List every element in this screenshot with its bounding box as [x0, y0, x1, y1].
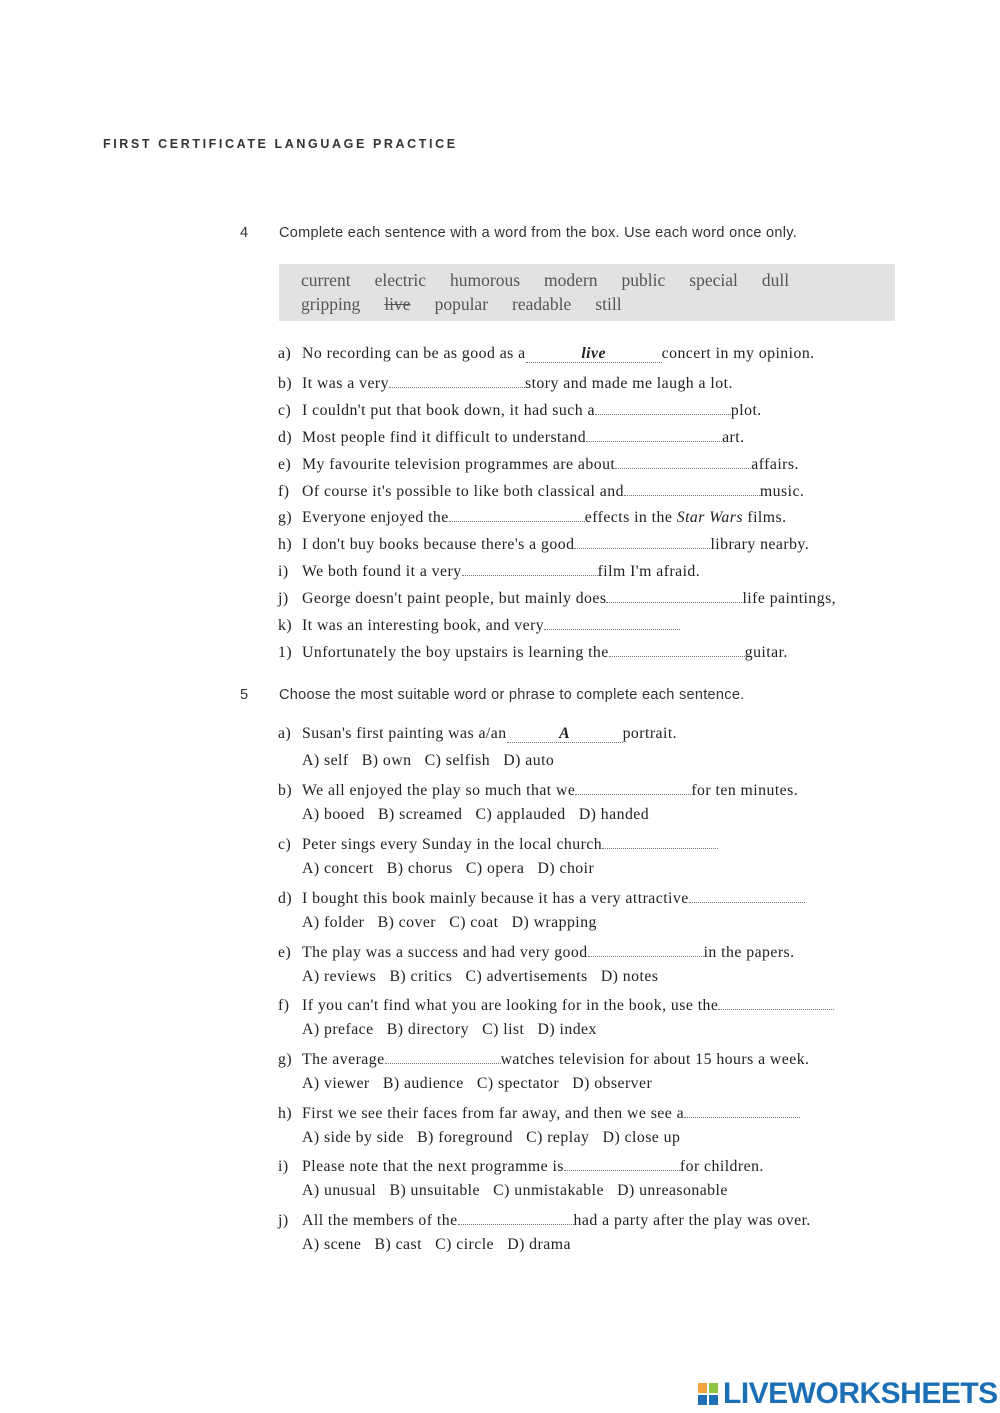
sentence-text-after: portrait. — [622, 725, 678, 742]
exercise-4-heading — [240, 225, 940, 241]
sentence-text-after: story and made me laugh a lot. — [525, 375, 733, 392]
answer-blank[interactable] — [586, 425, 722, 442]
item-label: h) — [278, 1105, 293, 1122]
sentence-text-before: My favourite television programmes are about — [302, 456, 616, 473]
sentence-text-before: Most people find it difficult to understand — [302, 429, 587, 446]
sentence-text-after: life paintings, — [742, 590, 837, 607]
exercise-instruction: Complete each sentence with a word from the box. Use each word once only. — [279, 225, 798, 241]
box-word: still — [595, 294, 622, 314]
item-label: e) — [278, 944, 292, 961]
ex4-sentence — [278, 425, 958, 448]
sentence-text-before: Unfortunately the boy upstairs is learning the — [302, 644, 609, 661]
ex5-sentence — [278, 1101, 958, 1124]
answer-options: A) reviews B) critics C) advertisements D) notes — [302, 968, 659, 985]
answer-options: A) self B) own C) selfish D) auto — [302, 752, 555, 769]
sentence-text-before: I bought this book mainly because it has a very attractive — [302, 890, 689, 907]
box-word: live — [384, 294, 411, 314]
item-label: i) — [278, 563, 289, 580]
exercise-number: 4 — [240, 225, 249, 241]
sentence-text-after: in the papers. — [703, 944, 795, 961]
item-label: h) — [278, 536, 293, 553]
sentence-text-before: Peter sings every Sunday in the local church — [302, 836, 603, 853]
answer-blank[interactable] — [689, 886, 805, 903]
item-label: d) — [278, 890, 293, 907]
sentence-text-before: We both found it a very — [302, 563, 462, 580]
answer-blank[interactable] — [458, 1208, 574, 1225]
answer-blank[interactable] — [609, 640, 745, 657]
exercise-number: 5 — [240, 687, 249, 703]
answer-blank[interactable] — [449, 505, 585, 522]
ex5-sentence — [278, 832, 958, 855]
sentence-text-before: Everyone enjoyed the — [302, 509, 449, 526]
item-label: 1) — [278, 644, 293, 661]
ex5-sentence — [278, 1154, 958, 1177]
liveworksheets-logo — [697, 1378, 998, 1410]
sentence-text-before: The play was a success and had very good — [302, 944, 588, 961]
item-label: d) — [278, 429, 293, 446]
logo-text: LIVEWORKSHEETS — [723, 1377, 998, 1410]
answer-options: A) concert B) chorus C) opera D) choir — [302, 860, 595, 877]
ex5-sentence — [278, 940, 958, 963]
sentence-text-before: First we see their faces from far away, and then we see a — [302, 1105, 685, 1122]
answer-blank[interactable]: live — [526, 346, 662, 363]
sentence-text-after: affairs. — [751, 456, 799, 473]
answer-options: A) side by side B) foreground C) replay D) close up — [302, 1129, 681, 1146]
answer-blank[interactable] — [574, 532, 710, 549]
sentence-text-after: effects in the Star Wars films. — [584, 509, 787, 526]
exercise-instruction: Choose the most suitable word or phrase to complete each sentence. — [279, 687, 745, 703]
sentence-text-after: guitar. — [744, 644, 788, 661]
box-word: current — [301, 270, 351, 290]
answer-options: A) preface B) directory C) list D) index — [302, 1021, 597, 1038]
item-label: f) — [278, 483, 290, 500]
answer-blank[interactable] — [564, 1154, 680, 1171]
item-label: g) — [278, 509, 293, 526]
sentence-text-after: concert in my opinion. — [661, 345, 815, 362]
item-label: f) — [278, 997, 290, 1014]
sentence-text-after: music. — [759, 483, 805, 500]
answer-blank[interactable] — [615, 452, 751, 469]
item-label: b) — [278, 375, 293, 392]
box-word: humorous — [450, 270, 521, 290]
ex4-sentence — [278, 344, 958, 364]
sentence-text-after: film I'm afraid. — [597, 563, 701, 580]
sentence-text-after: had a party after the play was over. — [573, 1212, 811, 1229]
box-word: dull — [761, 270, 790, 290]
item-label: g) — [278, 1051, 293, 1068]
ex4-sentence — [278, 479, 958, 502]
answer-blank[interactable] — [684, 1101, 800, 1118]
ex4-sentence — [278, 586, 958, 609]
page-header: FIRST CERTIFICATE LANGUAGE PRACTICE — [103, 137, 458, 151]
sentence-text-before: It was an interesting book, and very — [302, 617, 545, 634]
box-word: gripping — [301, 294, 361, 314]
ex4-sentence — [278, 371, 958, 394]
word-box-row-1 — [301, 268, 895, 292]
answer-blank[interactable] — [385, 1047, 501, 1064]
sentence-text-after: watches television for about 15 hours a week. — [500, 1051, 810, 1068]
ex5-sentence — [278, 1047, 958, 1070]
answer-options: A) unusual B) unsuitable C) unmistakable D) unreasonable — [302, 1182, 728, 1199]
ex5-sentence — [278, 886, 958, 909]
box-word: popular — [434, 294, 489, 314]
sentence-text-before: All the members of the — [302, 1212, 458, 1229]
box-word: special — [689, 270, 738, 290]
sentence-text-before: It was a very — [302, 375, 389, 392]
answer-blank[interactable] — [389, 371, 525, 388]
word-box — [279, 264, 895, 321]
box-word: modern — [544, 270, 598, 290]
sentence-text-before: George doesn't paint people, but mainly does — [302, 590, 607, 607]
answer-options: A) booed B) screamed C) applauded D) handed — [302, 806, 650, 823]
ex4-sentence — [278, 532, 958, 555]
answer-blank[interactable] — [602, 832, 718, 849]
sentence-text-before: No recording can be as good as a — [302, 345, 526, 362]
ex5-sentence — [278, 993, 958, 1016]
answer-blank[interactable] — [606, 586, 742, 603]
sentence-text-after: art. — [722, 429, 745, 446]
answer-options: A) viewer B) audience C) spectator D) observer — [302, 1075, 653, 1092]
ex4-sentence — [278, 559, 958, 582]
answer-blank[interactable] — [544, 613, 680, 630]
sentence-text-before: Susan's first painting was a/an — [302, 725, 507, 742]
sentence-text-before: We all enjoyed the play so much that we — [302, 782, 576, 799]
item-label: i) — [278, 1158, 289, 1175]
answer-blank[interactable] — [718, 993, 834, 1010]
item-label: b) — [278, 782, 293, 799]
ex5-sentence — [278, 724, 958, 744]
exercise-5-heading — [240, 687, 940, 703]
answer-blank[interactable] — [462, 559, 598, 576]
ex4-sentence — [278, 505, 958, 528]
item-label: c) — [278, 836, 292, 853]
sentence-text-before: If you can't find what you are looking for in the book, use the — [302, 997, 719, 1014]
box-word: public — [621, 270, 666, 290]
ex4-sentence — [278, 613, 958, 636]
box-word: readable — [512, 294, 572, 314]
item-label: e) — [278, 456, 292, 473]
sentence-text-before: Of course it's possible to like both classical and — [302, 483, 624, 500]
sentence-text-before: Please note that the next programme is — [302, 1158, 564, 1175]
ex5-sentence — [278, 778, 958, 801]
answer-options: A) scene B) cast C) circle D) drama — [302, 1236, 571, 1253]
answer-options: A) folder B) cover C) coat D) wrapping — [302, 914, 597, 931]
answer-blank[interactable]: A — [507, 726, 623, 743]
item-label: a) — [278, 345, 292, 362]
film-title: Star Wars — [676, 509, 743, 526]
sentence-text-before: I couldn't put that book down, it had such a — [302, 402, 595, 419]
sentence-text-before: I don't buy books because there's a good — [302, 536, 575, 553]
item-label: c) — [278, 402, 292, 419]
liveworksheets-logo-icon — [697, 1382, 719, 1406]
item-label: j) — [278, 1212, 289, 1229]
item-label: k) — [278, 617, 293, 634]
sentence-text-after: for children. — [679, 1158, 764, 1175]
item-label: a) — [278, 725, 292, 742]
answer-blank[interactable] — [624, 479, 760, 496]
ex4-sentence — [278, 398, 958, 421]
ex4-sentence — [278, 452, 958, 475]
box-word: electric — [374, 270, 427, 290]
answer-blank[interactable] — [595, 398, 731, 415]
sentence-text-after: plot. — [730, 402, 762, 419]
ex5-sentence — [278, 1208, 958, 1231]
answer-blank[interactable] — [575, 778, 691, 795]
sentence-text-after: for ten minutes. — [691, 782, 799, 799]
word-box-row-2 — [301, 292, 895, 316]
answer-blank[interactable] — [588, 940, 704, 957]
sentence-text-after: library nearby. — [710, 536, 810, 553]
ex4-sentence — [278, 640, 958, 663]
item-label: j) — [278, 590, 289, 607]
sentence-text-before: The average — [302, 1051, 385, 1068]
